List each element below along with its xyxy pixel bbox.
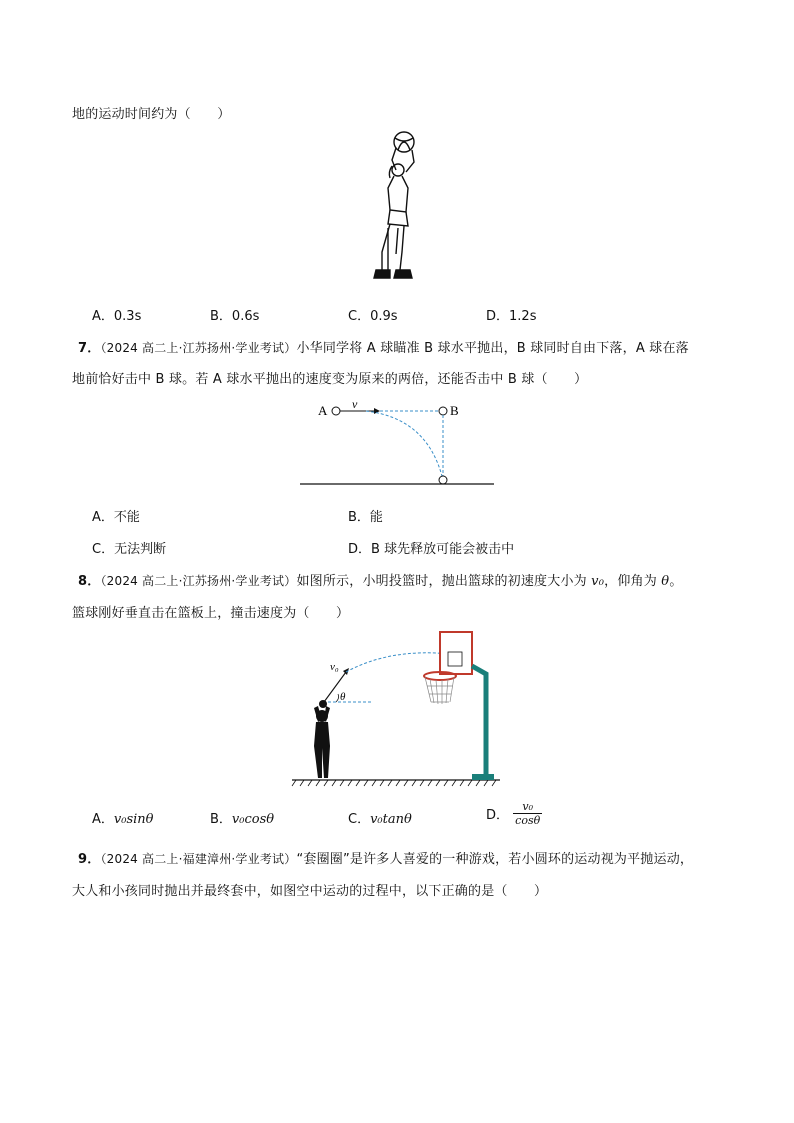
q6-option-a[interactable]: A．0.3s: [92, 309, 142, 324]
ball-impact: [439, 476, 447, 484]
q6-stem-tail: 地的运动时间约为（ ）: [72, 107, 231, 122]
q7-label-v: v: [352, 398, 358, 411]
q8-stem-line2: 篮球刚好垂直击在篮板上，撞击速度为（ ）: [72, 606, 350, 621]
q7-option-a[interactable]: A．不能: [92, 510, 140, 525]
q8-option-d[interactable]: D． $\frac{\text{v₀}}{\cos\theta}$: [486, 800, 541, 827]
q8-option-d-fraction: $\frac{\text{v₀}}{\cos\theta}$: [515, 800, 541, 827]
q6-player-figure: [368, 128, 428, 288]
q9-stem-line1: 9．（2024 高二上·福建漳州·学业考试）“套圈圈”是许多人喜爱的一种游戏，若小圆环的运动视为平抛运动，: [78, 852, 694, 867]
pole: [472, 666, 486, 774]
q7-option-d[interactable]: D．B 球先释放可能会被击中: [348, 542, 515, 557]
q7-stem-line1: 7．（2024 高二上·江苏扬州·学业考试）小华同学将 A 球瞄准 B 球水平抛出，B 球同时自由下落，A 球在落: [78, 341, 689, 356]
q6-option-b[interactable]: B．0.6s: [210, 309, 260, 324]
q7-stem-line2: 地前恰好击中 B 球。若 A 球水平抛出的速度变为原来的两倍，还能否击中 B 球（ ）: [72, 372, 588, 387]
q7-option-b[interactable]: B．能: [348, 510, 383, 525]
q7-option-c[interactable]: C．无法判断: [92, 542, 167, 557]
backboard: [440, 632, 472, 674]
q8-option-a[interactable]: A．v₀sinθ: [92, 812, 154, 827]
q8-stem-line1: 8．（2024 高二上·江苏扬州·学业考试）如图所示，小明投篮时，抛出篮球的初速度大小为 v₀，仰角为 θ。: [78, 574, 683, 589]
q8-label-theta: θ: [340, 691, 346, 703]
q8-option-c[interactable]: C．v₀tanθ: [348, 812, 412, 827]
ball-a: [332, 407, 340, 415]
ball-b: [439, 407, 447, 415]
q6-option-c[interactable]: C．0.9s: [348, 309, 398, 324]
q8-label-v0: v₀: [330, 661, 339, 673]
q8-basketball-figure: [290, 626, 504, 790]
q7-label-a: A: [318, 403, 328, 418]
player-silhouette: [314, 706, 330, 778]
q7-projectile-figure: [296, 398, 500, 490]
q6-option-d[interactable]: D．1.2s: [486, 309, 537, 324]
q9-stem-line2: 大人和小孩同时抛出并最终套中，如图空中运动的过程中，以下正确的是（ ）: [72, 884, 548, 899]
q7-label-b: B: [450, 403, 459, 418]
q8-option-b[interactable]: B．v₀cosθ: [210, 812, 275, 827]
